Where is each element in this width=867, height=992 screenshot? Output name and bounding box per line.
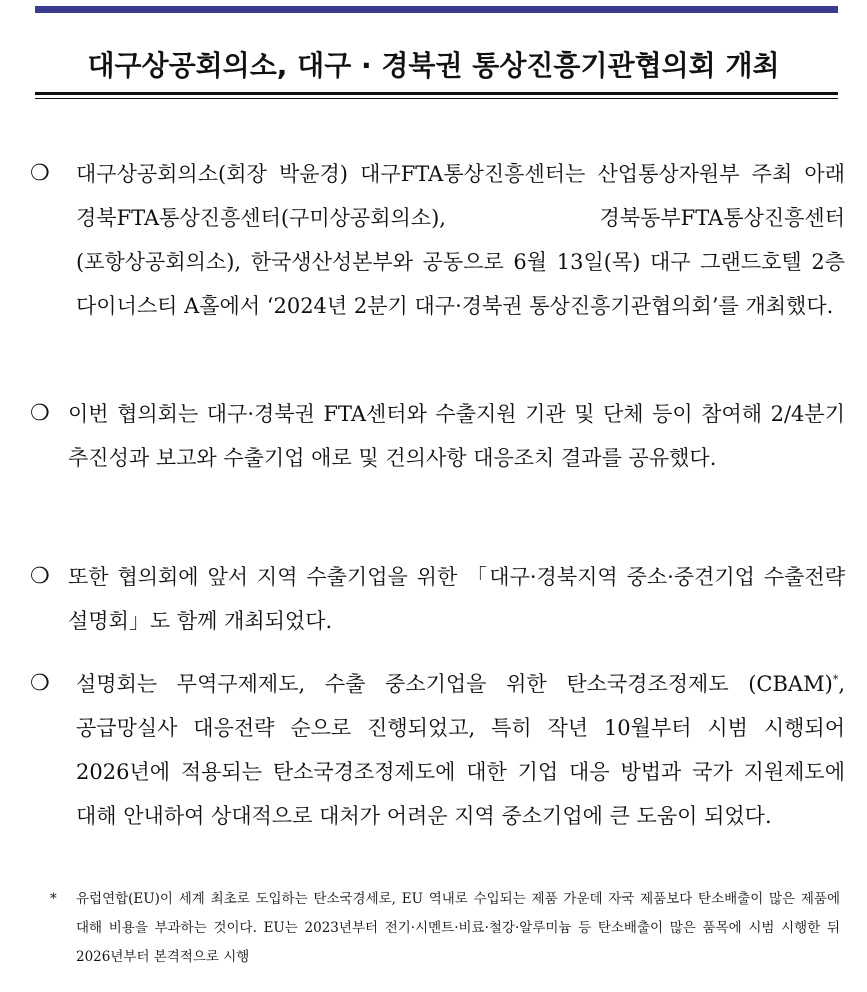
- footnote-text: 유럽연합(EU)이 세계 최초로 도입하는 탄소국경세로, EU 역내로 수입되는 제품 가운데 자국 제품보다 탄소배출이 많은 제품에 대해 비용을 부과하는 것이다. EU는 2023년부터 전기·시멘트·비료·철강·알루미늄 등 탄소배출이 많은 품목에 시범 시행한 뒤 2026년부터 본격적으로 시행: [76, 891, 840, 965]
- paragraph-4-text-b: , 공급망실사 대응전략 순으로 진행되었고, 특히 작년 10월부터 시범 시행되어 2026년에 적용되는 탄소국경조정제도에 대한 기업 대응 방법과 국가 지원제도에 대해 안내하여 상대적으로 대처가 어려운 지역 중소기업에 큰 도움이 되었다.: [76, 672, 845, 828]
- document-title: 대구상공회의소, 대구 · 경북권 통상진흥기관협의회 개최: [87, 49, 780, 82]
- paragraph-2-text: 이번 협의회는 대구·경북권 FTA센터와 수출지원 기관 및 단체 등이 참여해 2/4분기 추진성과 보고와 수출기업 애로 및 건의사항 대응조치 결과를 공유했다.: [68, 402, 845, 470]
- paragraph-3: [30, 555, 845, 650]
- bullet-circle-icon: ❍: [30, 401, 50, 426]
- paragraph-4: [30, 662, 845, 882]
- paragraph-3-text: 또한 협의회에 앞서 지역 수출기업을 위한 「대구·경북지역 중소·중견기업 수출전략 설명회」도 함께 개최되었다.: [68, 565, 845, 633]
- bullet-circle-icon: ❍: [30, 671, 50, 696]
- footnote-reference: *: [832, 673, 839, 686]
- title-rule-thin: [35, 98, 838, 99]
- paragraph-4-text-a: 설명회는 무역구제제도, 수출 중소기업을 위한 탄소국경조정제도 (CBAM): [76, 672, 833, 696]
- title-rule-thick: [35, 92, 838, 95]
- paragraph-1: [30, 152, 845, 372]
- paragraph-1-text: 대구상공회의소(회장 박윤경) 대구FTA통상진흥센터는 산업통상자원부 주최 아래 경북FTA통상진흥센터(구미상공회의소), 경북동부FTA통상진흥센터(포항상공회의소), 한국생산성본부와 공동으로 6월 13일(목) 대구 그랜드호텔 2층 다이너스티 A홀에서 ‘2024년 2분기 대구·경북권 통상진흥기관협의회’를 개최했다.: [76, 162, 845, 318]
- header-accent-bar: [35, 6, 838, 13]
- bullet-circle-icon: ❍: [30, 564, 50, 589]
- bullet-circle-icon: ❍: [30, 161, 50, 186]
- footnote-marker: *: [50, 891, 57, 907]
- paragraph-4-text: [76, 662, 845, 838]
- paragraph-2: [30, 392, 845, 532]
